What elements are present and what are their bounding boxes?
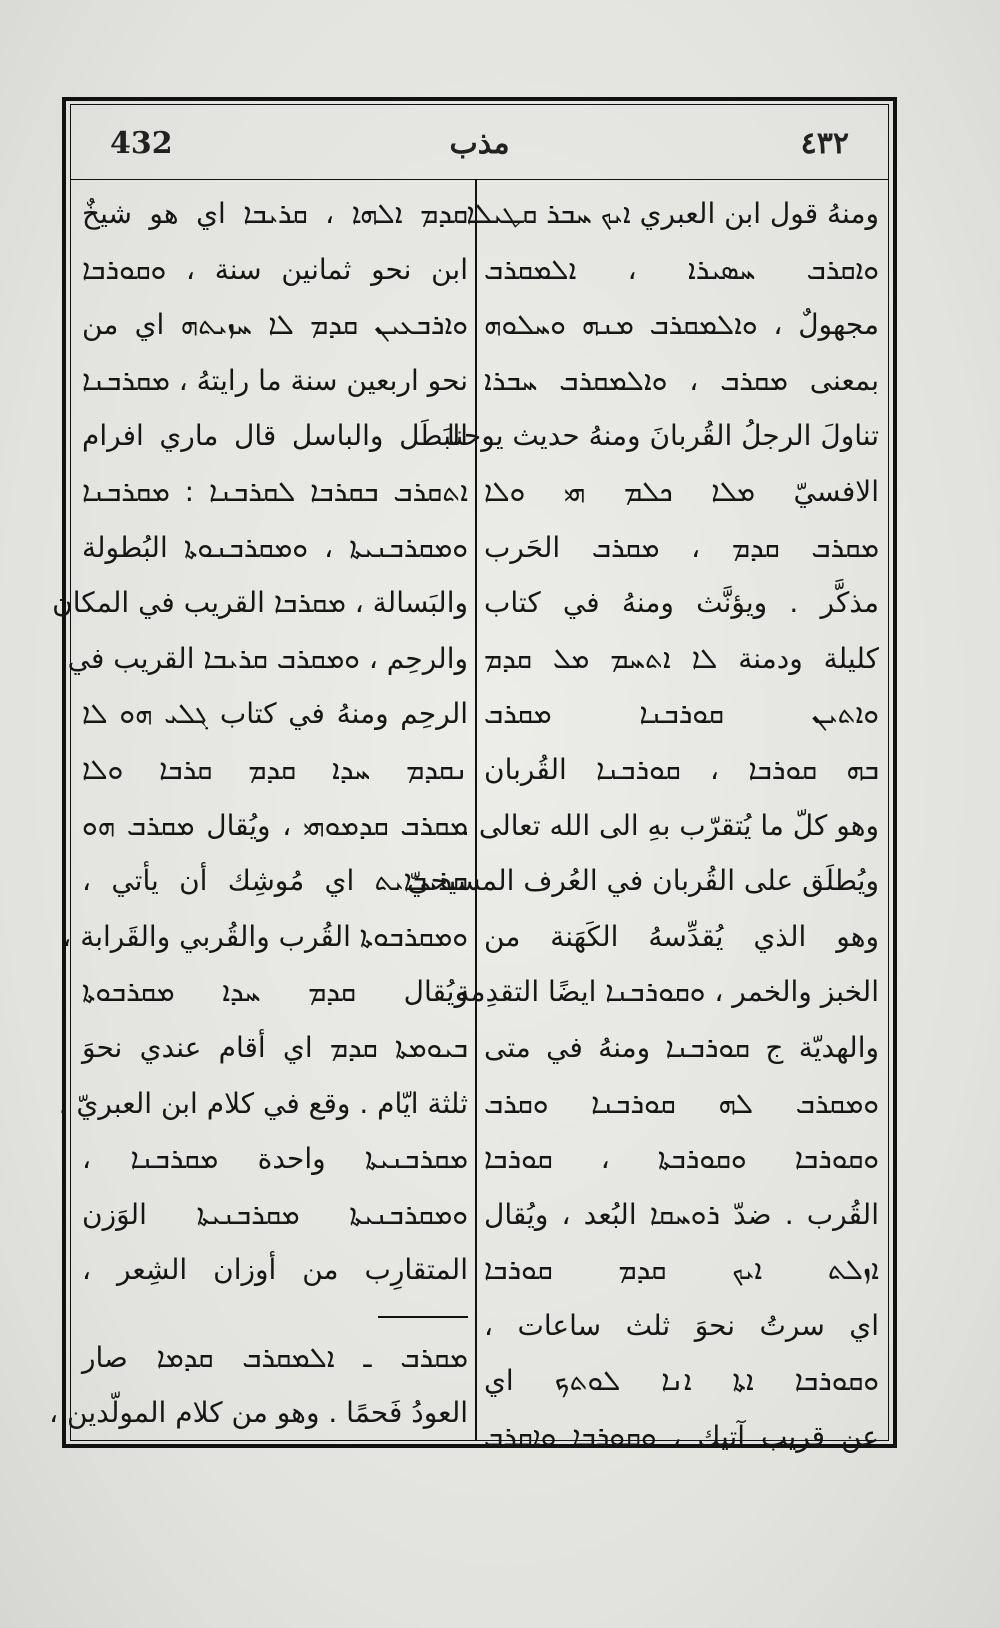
text-line: ܢܩܕܡ ܚܕܐ ܩܕܡ ܩܪܒܐ ܘܠܐ: [82, 752, 468, 786]
text-line: ܘܐܩܪܒ ܚܣܝܪܐ ، ܐܠܡܩܪܒ: [484, 252, 879, 286]
text-line: ܡܩܪܒ ܩܕܡ ، ܡܩܪܒ الحَرب: [484, 530, 879, 564]
text-line: كليلة ودمنة ܠܐ ܐܬܚܡ ܡܠ ܩܕܡ: [484, 641, 879, 675]
text-line: الخبز والخمر ، ܘܩܘܪܒܢܐ ايضًا التقدِمة: [455, 975, 879, 1009]
text-line: ܒܗ ܩܘܪܒܐ ، ܩܘܪܒܢܐ القُربان: [484, 752, 879, 786]
text-line: ويُطلَق على القُربان في العُرف المسيحيّ: [407, 864, 879, 898]
text-line: مذكَّر . ويؤنَّث ومنهُ في كتاب: [484, 586, 879, 620]
text-line: والهديّة ج ܩܘܪܒܢܐ ومنهُ في متى: [484, 1030, 879, 1064]
text-line: القُرب . ضدّ ܪܘܚܩܐ البُعد ، ويُقال: [484, 1197, 879, 1231]
left-column: [49, 186, 468, 1430]
text-line: ܩܪܝܒܐܝܬ اي مُوشِك أن يأتي ،: [82, 864, 468, 898]
right-column: [407, 186, 879, 1454]
text-line: عن قريب آتيك ، ܘܩܘܪܒܐ ܘܐܩܪܒ: [484, 1420, 879, 1454]
text-line: تناولَ الرجلُ القُربانَ ومنهُ حديث يوحنا: [446, 419, 879, 453]
text-line: نحو اربعين سنة ما رايتهُ ، ܡܩܪܒܢܐ: [82, 363, 468, 397]
text-line: ܘܡܩܪܒܘܬܐ القُرب والقُربي والقَرابة ،: [62, 919, 468, 953]
text-line: مجهولٌ ، ܘܐܠܡܩܪܒ ܡܢܗ ܘܚܠܘܗ: [484, 308, 879, 342]
text-line: البَطَل والباسل قال ماري افرام: [82, 419, 468, 453]
text-line: ويُقال ܩܕܡ ܚܕܐ ܡܩܪܒܘܬܐ: [82, 975, 468, 1009]
text-line: ܒܝܘܡܬܐ ܩܕܡ اي أقام عندي نحوَ: [82, 1030, 468, 1064]
text-line: ومنهُ قول ابن العبري ܐܝܟ ܚܒܪ ܩܛܝܠܐ: [466, 197, 879, 230]
text-line: ܡܩܪܒ ܩܕܡܘܗܝ ، ويُقال ܡܩܪܒ ܗܘ: [82, 808, 468, 842]
text-line: ܘܐܬܝܢ ܩܘܪܒܢܐ ܡܩܪܒ: [484, 697, 879, 731]
text-line: ܐܬܩܪܒ ܒܩܪܒܐ ܠܩܪܒܢܐ : ܡܩܪܒܢܐ: [82, 474, 468, 508]
text-line: ܐܙܠܬ ܐܝܟ ܩܕܡ ܩܘܪܒܐ: [484, 1253, 879, 1287]
page-header: [70, 104, 889, 180]
text-line: والبَسالة ، ܡܩܪܒܐ القريب في المكان: [52, 586, 468, 620]
text-line: بمعنى ܡܩܪܒ ، ܘܐܠܡܩܪܒ ܚܒܪܐ: [484, 363, 879, 397]
text-line: ܡܩܪܒ ـ ܐܠܡܩܪܒ ܩܕܡܐ صار: [82, 1340, 468, 1374]
text-line: الرحِم ومنهُ في كتاب ܓܠܝ ܗܘ ܠܐ: [82, 697, 468, 731]
page-number-arabic: ٤٣٢: [800, 126, 849, 161]
text-line: العودُ فَحمًا . وهو من كلام المولّدين ،: [49, 1396, 468, 1430]
text-line: والرحِم ، ܘܡܩܪܒ ܩܪܝܒܐ القريب في: [67, 641, 468, 675]
text-line: وهو كلّ ما يُتقرّب بهِ الى الله تعالى .: [461, 808, 879, 842]
text-line: ܘܡܩܪܒܢܝܬܐ ܡܩܪܒܢܝܬܐ الوَزن: [82, 1197, 468, 1231]
text-line: اي سرتُ نحوَ ثلث ساعات ،: [484, 1308, 879, 1342]
text-line: ܘܩܘܪܒܐ ܐܬܐ ܐܢܐ ܠܘܬܟ اي: [484, 1364, 879, 1398]
text-line: ثلثة ايّام . وقع في كلام ابن العبريّ ،: [58, 1086, 468, 1120]
text-line: وهو الذي يُقدِّسهُ الكَهَنة من: [484, 919, 879, 953]
text-line: ܘܡܩܪܒ ܠܗ ܩܘܪܒܢܐ ܘܩܪܒ: [484, 1086, 879, 1120]
page-number-latin: 432: [110, 126, 173, 161]
section-rule: [378, 1316, 468, 1318]
text-line: ܩܕܡ ܐܠܗܐ ، ܩܪܝܒܐ اي هو شيخٌ: [82, 197, 468, 230]
text-line: ܡܩܪܒܢܝܬܐ واحدة ܡܩܪܒܢܐ ،: [82, 1142, 468, 1176]
text-line: ܘܩܘܪܒܐ ܘܩܘܪܒܬܐ ، ܩܘܪܒܐ: [484, 1142, 879, 1176]
text-line: الافسيّ ܡܠܐ ܟܠܡ ܗܝ ܘܠܐ: [484, 474, 879, 508]
text-line: ܘܐܪܒܥܝܢ ܩܕܡ ܠܐ ܚܙܝܬܗ اي من: [82, 308, 468, 342]
text-line: ܘܡܩܪܒܢܝܬܐ ، ܘܡܩܪܒܢܘܬܐ البُطولة: [82, 530, 468, 564]
page-title: مذب: [449, 126, 510, 161]
text-line: ابن نحو ثمانين سنة ، ܘܩܘܪܒܐ: [82, 252, 468, 286]
text-line: المتقارِب من أوزان الشِعر ،: [82, 1253, 468, 1287]
